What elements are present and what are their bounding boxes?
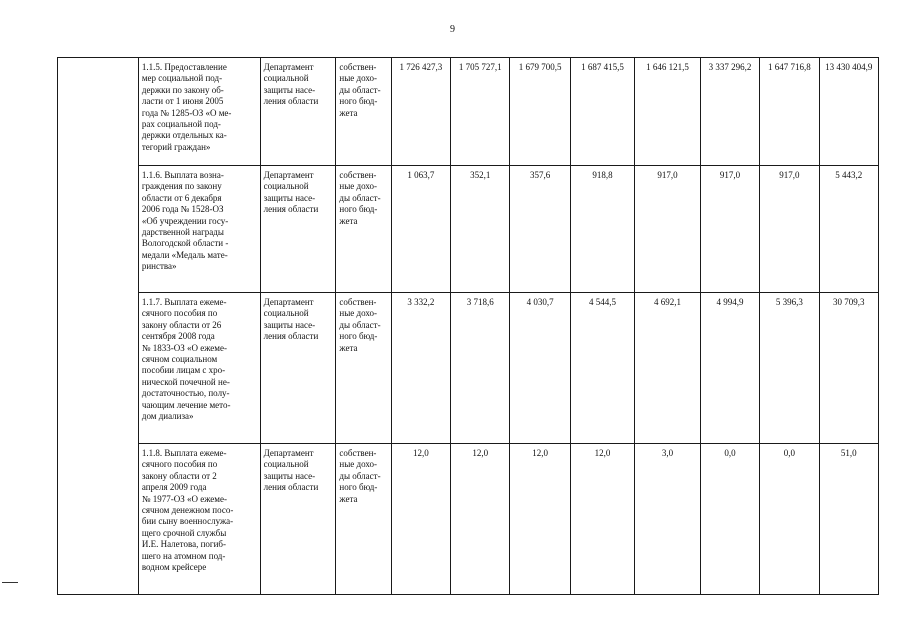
- value-cell: 3 718,6: [451, 293, 510, 444]
- executor-text: Департамент социальной защиты насе- ления области: [263, 297, 319, 342]
- value-cell: 4 030,7: [510, 293, 570, 444]
- value-total-cell: 5 443,2: [819, 166, 878, 293]
- value-cell: 12,0: [510, 444, 570, 595]
- value-cell: 12,0: [570, 444, 634, 595]
- value-cell: 1 726 427,3: [391, 58, 450, 166]
- value-cell: 917,0: [700, 166, 759, 293]
- executor-cell: [260, 58, 336, 166]
- executor-text: Департамент социальной защиты насе- ления области: [263, 62, 319, 107]
- measure-text: 1.1.6. Выплата возна- граждения по закону области от 6 декабря 2006 года № 1528-ОЗ «Об учреждении госу- дарственной награды Вологодской области - медали «Медаль мате- ринства»: [141, 170, 229, 272]
- value-cell: 1 647 716,8: [760, 58, 819, 166]
- measure-cell: [138, 58, 260, 166]
- measure-cell: [138, 166, 260, 293]
- value-cell: 1 679 700,5: [510, 58, 570, 166]
- executor-cell: [260, 166, 336, 293]
- value-cell: 0,0: [760, 444, 819, 595]
- table-row: [58, 58, 879, 166]
- value-cell: 1 063,7: [391, 166, 450, 293]
- budget-table: [57, 57, 879, 595]
- source-cell: [336, 444, 391, 595]
- page-number: 9: [450, 24, 455, 35]
- index-column-cell: [58, 58, 139, 595]
- table-body: [58, 58, 879, 595]
- executor-cell: [260, 293, 336, 444]
- value-total-cell: 30 709,3: [819, 293, 878, 444]
- value-cell: 3 337 296,2: [700, 58, 759, 166]
- source-text: собствен- ные дохо- ды област- ного бюд- жета: [339, 62, 381, 118]
- value-total-cell: 51,0: [819, 444, 878, 595]
- value-cell: 352,1: [451, 166, 510, 293]
- value-cell: 0,0: [700, 444, 759, 595]
- margin-tick-mark: [2, 582, 18, 583]
- value-cell: 1 687 415,5: [570, 58, 634, 166]
- source-cell: [336, 166, 391, 293]
- measure-text: 1.1.8. Выплата ежеме- сячного пособия по закону области от 2 апреля 2009 года № 1977-ОЗ «О ежеме- сячном денежном посо- бии сыну военнослужа- щего срочной службы И.Е. Налетова, погиб- шего на атомном под- водном крейсере: [141, 448, 234, 573]
- measure-cell: [138, 444, 260, 595]
- value-cell: 357,6: [510, 166, 570, 293]
- value-cell: 4 994,9: [700, 293, 759, 444]
- value-cell: 1 646 121,5: [635, 58, 701, 166]
- measure-cell: [138, 293, 260, 444]
- value-cell: 4 692,1: [635, 293, 701, 444]
- value-cell: 12,0: [451, 444, 510, 595]
- executor-cell: [260, 444, 336, 595]
- executor-text: Департамент социальной защиты насе- ления области: [263, 448, 319, 493]
- source-cell: [336, 58, 391, 166]
- measure-text: 1.1.5. Предоставление мер социальной под- держки по закону об- ласти от 1 июня 2005 года № 1285-ОЗ «О ме- рах социальной под- держки отдельных ка- тегорий граждан»: [141, 62, 232, 152]
- source-text: собствен- ные дохо- ды област- ного бюд- жета: [339, 448, 381, 504]
- executor-text: Департамент социальной защиты насе- ления области: [263, 170, 319, 215]
- value-cell: 3 332,2: [391, 293, 450, 444]
- value-cell: 1 705 727,1: [451, 58, 510, 166]
- value-cell: 5 396,3: [760, 293, 819, 444]
- measure-text: 1.1.7. Выплата ежеме- сячного пособия по закону области от 26 сентября 2008 года № 1833-ОЗ «О ежеме- сячном социальном пособии лицам с хро- нической почечной не- достаточностью, полу- чающим лечение мето- дом диализа»: [141, 297, 231, 422]
- table-row: [58, 166, 879, 293]
- table-row: [58, 293, 879, 444]
- value-cell: 12,0: [391, 444, 450, 595]
- value-cell: 917,0: [635, 166, 701, 293]
- value-cell: 4 544,5: [570, 293, 634, 444]
- value-total-cell: 13 430 404,9: [819, 58, 878, 166]
- source-cell: [336, 293, 391, 444]
- value-cell: 3,0: [635, 444, 701, 595]
- source-text: собствен- ные дохо- ды област- ного бюд- жета: [339, 297, 381, 353]
- source-text: собствен- ные дохо- ды област- ного бюд- жета: [339, 170, 381, 226]
- value-cell: 917,0: [760, 166, 819, 293]
- value-cell: 918,8: [570, 166, 634, 293]
- table-row: [58, 444, 879, 595]
